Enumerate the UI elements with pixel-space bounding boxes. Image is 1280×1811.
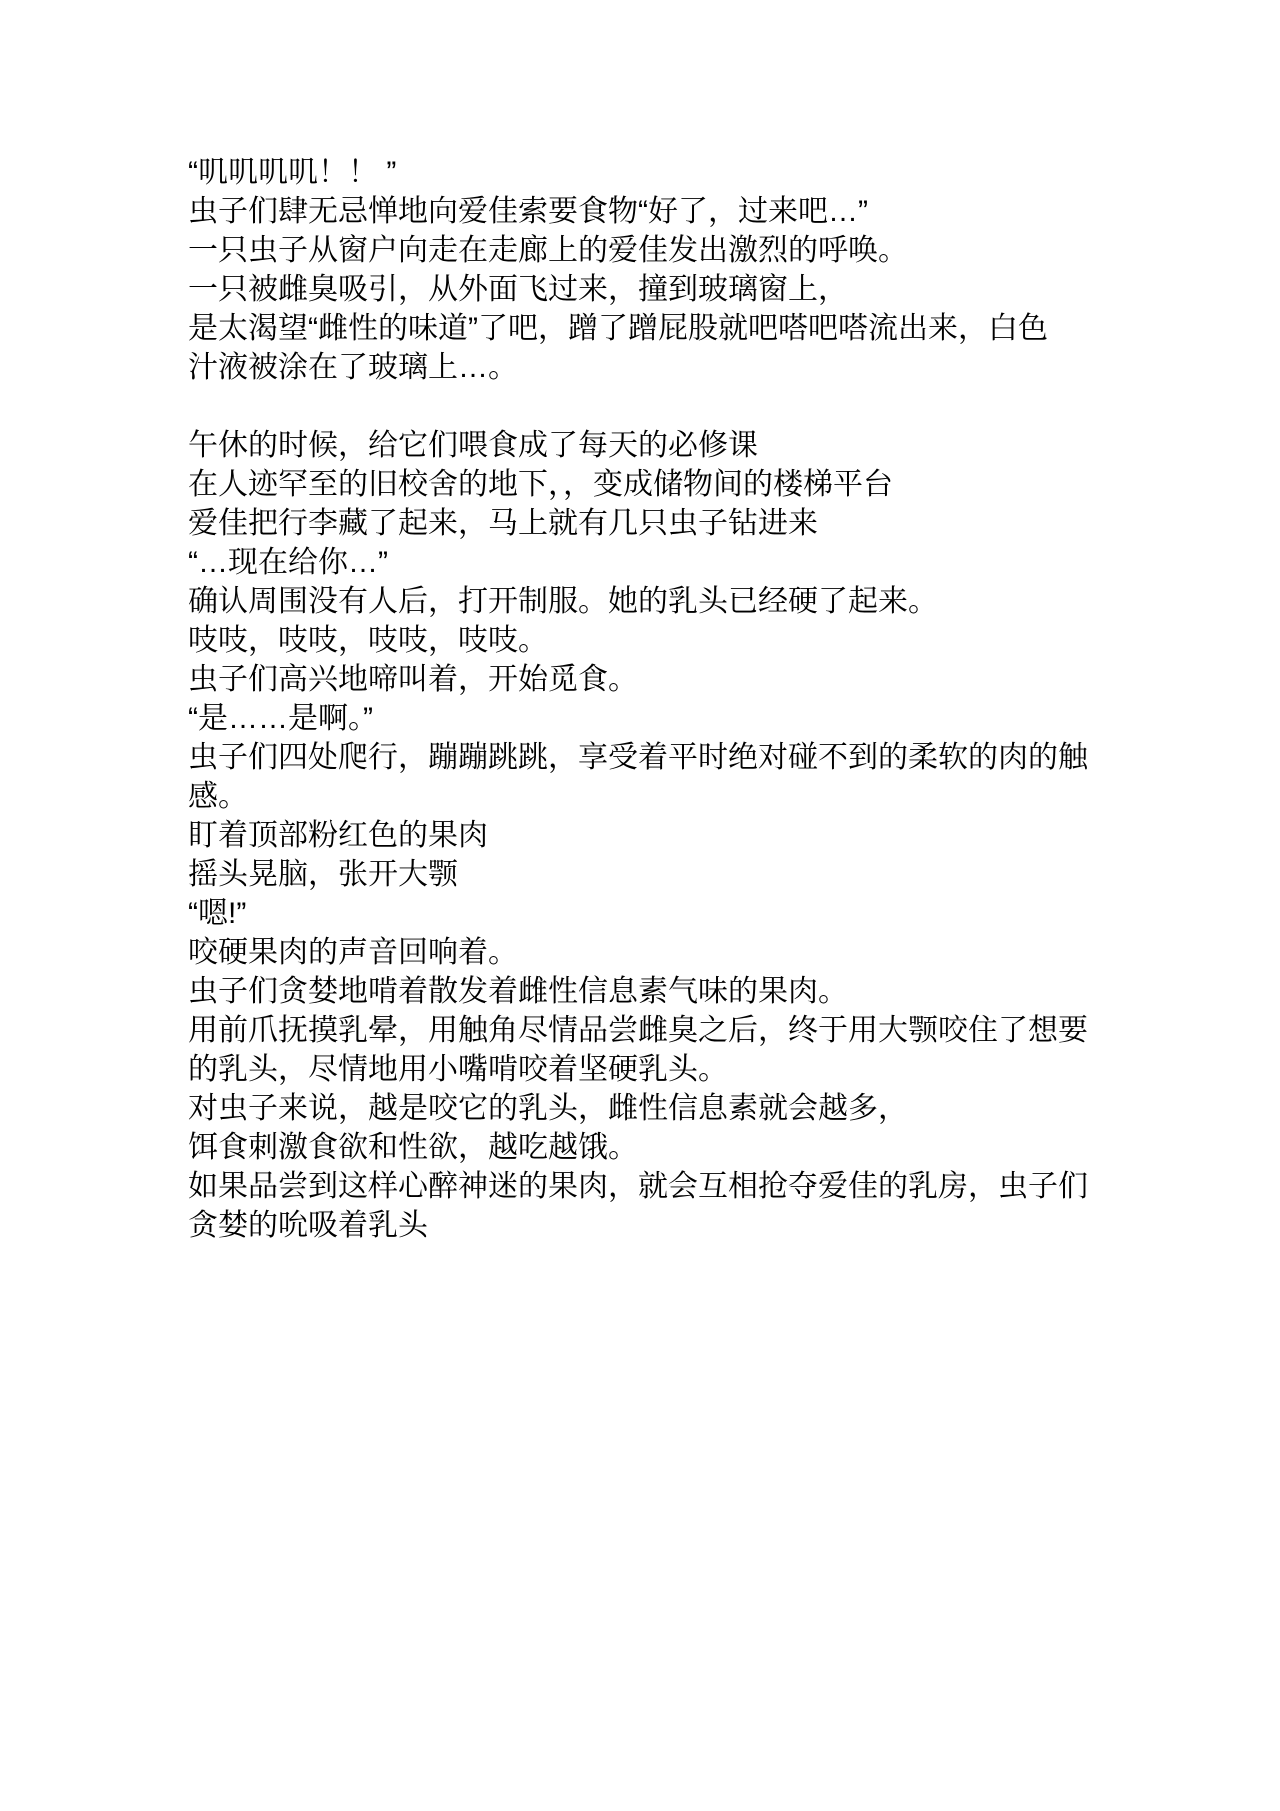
text-line: 爱佳把行李藏了起来，马上就有几只虫子钻进来 bbox=[188, 507, 818, 540]
text-line: 确认周围没有人后，打开制服。她的乳头已经硬了起来。 bbox=[188, 585, 938, 618]
text-line: 虫子们贪婪地啃着散发着雌性信息素气味的果肉。 bbox=[188, 975, 848, 1008]
text-line: 一只被雌臭吸引，从外面飞过来，撞到玻璃窗上， bbox=[188, 273, 848, 306]
text-line: 的乳头，尽情地用小嘴啃咬着坚硬乳头。 bbox=[188, 1053, 728, 1086]
text-line: 一只虫子从窗户向走在走廊上的爱佳发出激烈的呼唤。 bbox=[188, 234, 908, 267]
text-line: 汁液被涂在了玻璃上…。 bbox=[188, 351, 518, 384]
text-line: 如果品尝到这样心醉神迷的果肉，就会互相抢夺爱佳的乳房，虫子们 bbox=[188, 1170, 1088, 1203]
text-line: “是……是啊。” bbox=[188, 702, 373, 735]
paragraph-gap bbox=[188, 387, 1138, 426]
text-line: 饵食刺激食欲和性欲，越吃越饿。 bbox=[188, 1131, 638, 1164]
text-line: 虫子们肆无忌惮地向爱佳索要食物“好了，过来吧…” bbox=[188, 195, 868, 228]
text-line: 盯着顶部粉红色的果肉 bbox=[188, 819, 488, 852]
text-line: “…现在给你…” bbox=[188, 546, 388, 579]
text-line: 虫子们四处爬行，蹦蹦跳跳，享受着平时绝对碰不到的柔软的肉的触 bbox=[188, 741, 1088, 774]
text-line: 午休的时候，给它们喂食成了每天的必修课 bbox=[188, 429, 758, 462]
text-line: 感。 bbox=[188, 780, 248, 813]
text-line: 摇头晃脑，张开大颚 bbox=[188, 858, 458, 891]
text-line: 在人迹罕至的旧校舍的地下，，变成储物间的楼梯平台 bbox=[188, 468, 893, 501]
text-block bbox=[188, 153, 1138, 1245]
text-line: 咬硬果肉的声音回响着。 bbox=[188, 936, 518, 969]
text-line: 虫子们高兴地啼叫着，开始觅食。 bbox=[188, 663, 638, 696]
text-line: 对虫子来说，越是咬它的乳头，雌性信息素就会越多， bbox=[188, 1092, 908, 1125]
text-line: 是太渴望“雌性的味道”了吧，蹭了蹭屁股就吧嗒吧嗒流出来，白色 bbox=[188, 312, 1048, 345]
text-line: “嗯!” bbox=[188, 897, 247, 930]
text-line: 吱吱，吱吱，吱吱，吱吱。 bbox=[188, 624, 548, 657]
text-line: 用前爪抚摸乳晕，用触角尽情品尝雌臭之后，终于用大颚咬住了想要 bbox=[188, 1014, 1088, 1047]
text-line: “叽叽叽叽！！ ” bbox=[188, 156, 397, 189]
text-line: 贪婪的吮吸着乳头 bbox=[188, 1209, 428, 1242]
